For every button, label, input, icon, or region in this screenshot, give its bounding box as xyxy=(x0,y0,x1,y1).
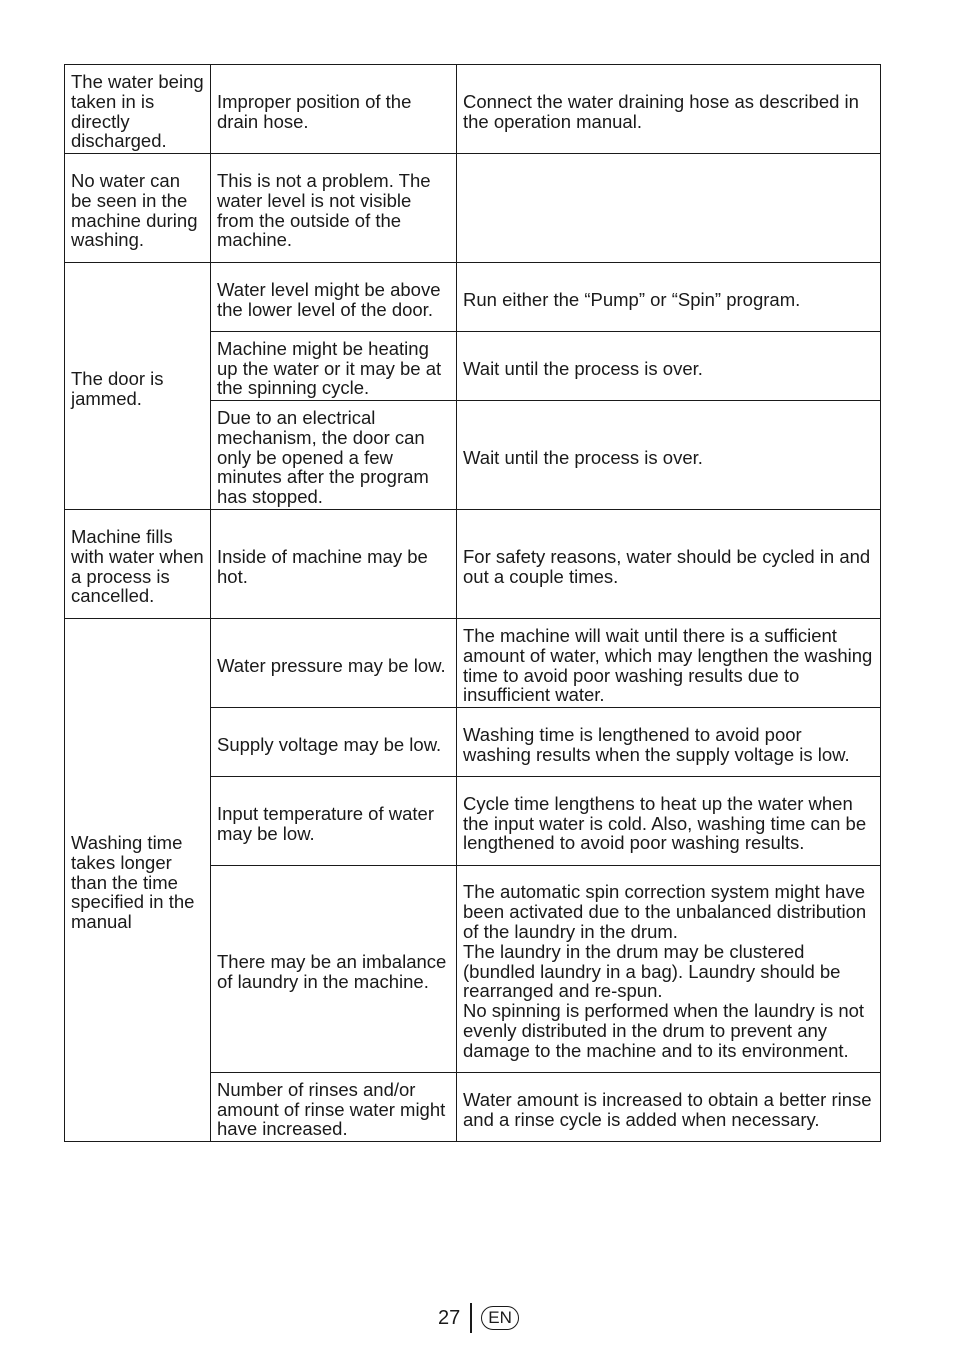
solution-cell: Washing time is lengthened to avoid poor washing results when the supply voltage is low. xyxy=(457,708,881,777)
problem-cell: The water being taken in is directly discharged. xyxy=(65,65,211,154)
cause-cell: Inside of machine may be hot. xyxy=(211,510,457,619)
problem-cell: The door is jammed. xyxy=(65,263,211,510)
solution-line: No spinning is performed when the laundry is not evenly distributed in the drum to prevent any damage to the machine and to its environment. xyxy=(463,1000,865,1061)
cause-cell: Supply voltage may be low. xyxy=(211,708,457,777)
cause-cell: Water level might be above the lower level of the door. xyxy=(211,263,457,332)
solution-cell xyxy=(457,866,881,1073)
cause-cell: Machine might be heating up the water or it may be at the spinning cycle. xyxy=(211,332,457,401)
solution-line: The laundry in the drum may be clustered (bundled laundry in a bag). Laundry should be rearranged and re-spun. xyxy=(463,940,841,1002)
solution-cell: Run either the “Pump” or “Spin” program. xyxy=(457,263,881,332)
solution-cell xyxy=(457,154,881,263)
solution-cell: The machine will wait until there is a sufficient amount of water, which may lengthen the washing time to avoid poor washing results due to insufficient water. xyxy=(457,619,881,708)
solution-cell: For safety reasons, water should be cycled in and out a couple times. xyxy=(457,510,881,619)
table-row xyxy=(65,65,881,154)
table-row xyxy=(65,154,881,263)
language-badge: EN xyxy=(481,1306,519,1330)
footer-divider xyxy=(470,1303,472,1333)
solution-cell: Water amount is increased to obtain a better rinse and a rinse cycle is added when necessary. xyxy=(457,1073,881,1142)
cause-cell: There may be an imbalance of laundry in the machine. xyxy=(211,866,457,1073)
table-row xyxy=(65,263,881,332)
solution-cell: Wait until the process is over. xyxy=(457,401,881,510)
table-row xyxy=(65,619,881,708)
cause-cell: Number of rinses and/or amount of rinse water might have increased. xyxy=(211,1073,457,1142)
table-row xyxy=(65,510,881,619)
problem-cell: Washing time takes longer than the time specified in the manual xyxy=(65,619,211,1142)
solution-cell: Wait until the process is over. xyxy=(457,332,881,401)
cause-cell: Input temperature of water may be low. xyxy=(211,777,457,866)
cause-cell: This is not a problem. The water level is not visible from the outside of the machine. xyxy=(211,154,457,263)
page-number: 27 xyxy=(438,1307,461,1329)
troubleshooting-table xyxy=(64,64,881,1142)
problem-cell: No water can be seen in the machine during washing. xyxy=(65,154,211,263)
solution-line: The automatic spin correction system might have been activated due to the unbalanced distribution of the laundry in the drum. xyxy=(463,881,867,942)
cause-cell: Due to an electrical mechanism, the door can only be opened a few minutes after the program has stopped. xyxy=(211,401,457,510)
problem-cell: Machine fills with water when a process is cancelled. xyxy=(65,510,211,619)
solution-cell: Connect the water draining hose as described in the operation manual. xyxy=(457,65,881,154)
cause-cell: Water pressure may be low. xyxy=(211,619,457,708)
cause-cell: Improper position of the drain hose. xyxy=(211,65,457,154)
solution-cell: Cycle time lengthens to heat up the water when the input water is cold. Also, washing time can be lengthened to avoid poor washing results. xyxy=(457,777,881,866)
page-footer xyxy=(438,1302,519,1334)
